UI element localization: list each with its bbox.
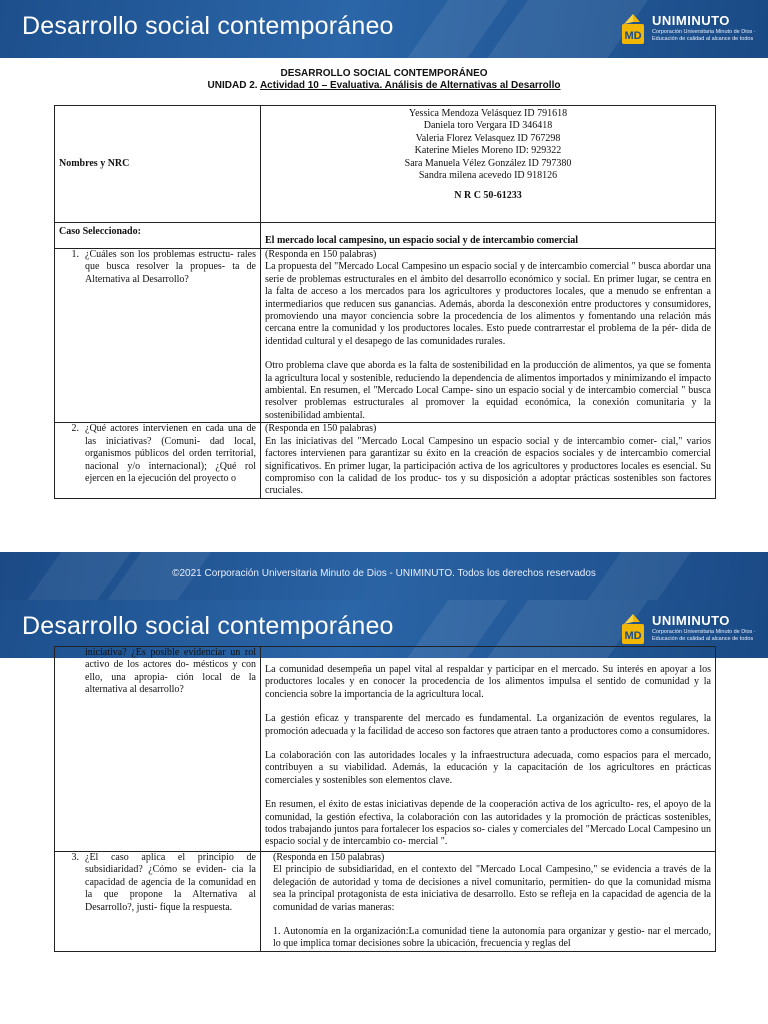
case-label: Caso Seleccionado: [55,223,261,249]
logo-subtitle: Corporación Universitaria Minuto de Dios · Educación de calidad al alcance de todos [652,29,756,42]
student-name: Yessica Mendoza Velásquez ID 791618 [408,108,568,119]
answer-2-continued-cell [261,647,716,852]
student-name: Sandra milena acevedo ID 918126 [418,170,558,182]
answer-2-paragraph-1: En las iniciativas del "Mercado Local Campesino un espacio social y de intercambio comer- cial," varios factores intervienen para garantizar su éxito en la creación de espacios sociales y de intercambio comercial significativos. En primer lugar, la participación activa de los agricultores y productores locales es esencial. Su compromiso con la calidad de los produc- tos y su disposición a adoptar prácticas sostenibles son factores cruciales. [265,435,711,497]
answer-2-cell [261,423,716,498]
question-1-text: ¿Cuáles son los problemas estructu- rales que busca resolver la propues- ta de Alternativa al Desarrollo? [85,249,256,285]
uniminuto-logo-icon [618,12,648,46]
banner-title: Desarrollo social contemporáneo [22,612,394,640]
nrc-code: N R C 50-61233 [454,190,522,202]
answer-3-paragraph-2: 1. Autonomía en la organización:La comunidad tiene la autonomía para organizar y gestio- nar el mercado, lo que implica tomar decisiones sobre la ubicación, frecuencia y reglas del [273,925,711,950]
student-name: Daniela toro Vergara ID 346418 [423,120,553,132]
answer-3-paragraph-1: El principio de subsidiaridad, en el contexto del "Mercado Local Campesino," se evidencia a través de la delegación de autoridad y toma de decisiones a nivel comunitario, permitien- do que la comunidad misma sea la principal protagonista de esta iniciativa de desarrollo. Esto se refleja en la capacidad de agencia de la comunidad de varias maneras: [273,864,711,913]
names-row [55,106,716,223]
answer-hint: (Responda en 150 palabras) [265,249,377,260]
header-banner [0,0,768,58]
answer-1-paragraph-2: Otro problema clave que aborda es la falta de sostenibilidad en la producción de alimentos, ya que se fomenta la agricultura local y sostenible, reduciendo la dependencia de alimentos importados y minimizando el impacto ambiental. En resumen, el "Mercado Local Campe- sino un espacio social y de intercambio comercial " busca resolver problemas estructurales al promover la equidad económica, la conexión comunitaria y la sostenibilidad ambiental. [265,360,711,421]
activity-table [54,105,716,499]
question-3-text: ¿El caso aplica el principio de subsidiaridad? ¿Cómo se eviden- cia la capacidad de agencia de la comunidad en la que propone la Alternativa al Desarrollo?, justi- fique la respuesta. [85,851,256,913]
answer-2-paragraph-3: La gestión eficaz y transparente del mercado es fundamental. La organización de eventos regulares, la promoción adecuada y la facilidad de acceso son factores que atraen tanto a productores como a consumidores. [265,713,711,737]
uniminuto-logo [614,610,764,650]
uniminuto-logo [614,10,764,50]
question-2-continued-text: iniciativa? ¿Es posible evidenciar un rol activo de los actores do- mésticos y con ello, una apropia- ción local de la alternativa al desarrollo? [85,647,256,696]
case-value: El mercado local campesino, un espacio social y de intercambio comercial [261,223,716,249]
question-2-row [55,423,716,498]
student-name: Sara Manuela Vélez González ID 797380 [404,157,572,169]
question-1-cell [55,249,261,423]
unit-prefix: UNIDAD 2. [207,80,260,91]
student-name: Katerine Mieles Moreno ID: 929322 [414,145,562,157]
svg-text:MD: MD [624,630,642,642]
question-2-continued-row [55,647,716,852]
answer-3-cell [261,851,716,951]
copyright-text: ©2021 Corporación Universitaria Minuto de Dios - UNIMINUTO. Todos los derechos reservados [172,568,596,579]
answer-hint: (Responda en 150 palabras) [273,851,385,863]
answer-2-paragraph-5: En resumen, el éxito de estas iniciativas depende de la cooperación activa de los agriculto- res, el apoyo de la comunidad, la gestión efectiva, la colaboración con las autoridades y la promoción de prácticas sostenibles, todos trabajando juntos para fortalecer los espacios so- ciales y comerciales del "Mercado Local Campesino un espacio social y de intercambio co- mercial ". [265,799,711,848]
question-number: 2. [71,423,79,435]
question-2-text: ¿Qué actores intervienen en cada una de las iniciativas? (Comuni- dad local, organismos públicos del orden territorial, nacional y/o internacional); ¿Qué rol ejercen en la ejecución del proyecto o [85,423,256,484]
svg-text:MD: MD [624,30,642,42]
question-2-cell [55,423,261,498]
document-subtitle [0,80,768,91]
logo-name: UNIMINUTO [652,613,730,628]
question-3-cell [55,851,261,951]
logo-name: UNIMINUTO [652,13,730,28]
answer-1-paragraph-1: La propuesta del "Mercado Local Campesino un espacio social y de intercambio comercial " busca abordar una serie de problemas estructurales en el ámbito del desarrollo económico y social. En primer lugar, se centra en la falta de acceso a los mercados para los agricultores y productores locales, que a menudo se enfrentan a intermediarios que reducen sus ganancias. Además, aborda la desconexión entre productores y consumidores, promoviendo una mayor conciencia sobre la procedencia de los alimentos y fomentando una relación más cercana entre la comunidad y los productores locales. Esto puede contrarrestar el problema de la pér- dida de identidad cultural y el desapego de las comunidades rurales. [265,261,711,347]
question-3-row [55,851,716,951]
uniminuto-logo-icon [618,612,648,646]
question-number: 1. [71,249,79,260]
answer-2-paragraph-4: La colaboración con las autoridades locales y la infraestructura adecuada, como espacios para el mercado, contribuyen a su viabilidad. Además, la educación y la capacitación de los agricultores en prácticas comerciales y sostenibles son elementos clave. [265,750,711,786]
case-row [55,223,716,249]
activity-title: Actividad 10 – Evaluativa. Análisis de Alternativas al Desarrollo [259,80,561,91]
answer-hint: (Responda en 150 palabras) [265,423,377,435]
document-title: DESARROLLO SOCIAL CONTEMPORÁNEO [280,68,488,79]
logo-subtitle: Corporación Universitaria Minuto de Dios · Educación de calidad al alcance de todos [652,629,756,642]
answer-1-cell [261,249,716,423]
answer-2-paragraph-2: La comunidad desempeña un papel vital al respaldar y participar en el mercado. Su interés en apoyar a los productores locales y en conocer la procedencia de los alimentos impulsa el sentido de comunidad y la conciencia sobre la importancia de la agricultura local. [265,664,711,700]
student-name: Valeria Florez Velasquez ID 767298 [415,132,561,144]
slide-page-2 [0,600,768,1024]
activity-table-continued [54,646,716,952]
question-1-row [55,249,716,423]
question-number: 3. [71,851,79,863]
banner-title: Desarrollo social contemporáneo [22,12,394,40]
question-2-continued-cell [55,647,261,852]
footer-banner [0,552,768,600]
names-cell [261,106,716,223]
names-label: Nombres y NRC [55,106,261,223]
